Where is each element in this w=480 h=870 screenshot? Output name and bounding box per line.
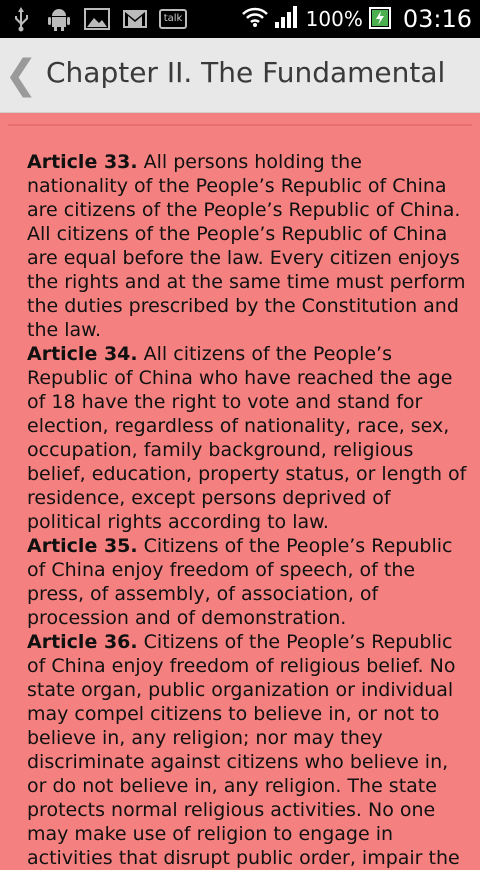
android-icon bbox=[46, 6, 72, 32]
talk-label: talk bbox=[159, 9, 188, 29]
action-bar bbox=[0, 38, 480, 113]
wifi-icon bbox=[242, 6, 268, 32]
article-text: Citizens of the People’s Republic of China enjoy freedom of religious belief. No state organ, public organization or individual may compel citizens to believe in, or not to believe in, any religion; nor may they discriminate against citizens who believe in, or do not believe in, any religion. The state protects normal religious activities. No one may make use of religion to engage in activities that disrupt public order, impair the bbox=[27, 631, 460, 869]
article-list[interactable] bbox=[27, 150, 467, 870]
article-heading: Article 36. bbox=[27, 631, 138, 653]
article-heading: Article 34. bbox=[27, 343, 138, 365]
battery-percent: 100% bbox=[305, 7, 363, 31]
article-text: All persons holding the nationality of the People’s Republic of China are citizens of the People’s Republic of China. All citizens of the People’s Republic of China are equal before the law. Every citizen enjoys the rights and at the same time must perform the duties prescribed by the Constitution and the law. bbox=[27, 151, 466, 341]
notification-icons bbox=[8, 6, 186, 32]
usb-icon bbox=[8, 6, 34, 32]
article-text: All citizens of the People’s Republic of China who have reached the age of 18 have the right to vote and stand for election, regardless of nationality, race, sex, occupation, family background, religious belief, education, property status, or length of residence, except persons deprived of political rights according to law. bbox=[27, 343, 467, 533]
clock: 03:16 bbox=[402, 5, 472, 33]
back-button[interactable] bbox=[6, 52, 36, 98]
article-36 bbox=[27, 630, 467, 870]
article-35 bbox=[27, 534, 467, 630]
article-text: Citizens of the People’s Republic of China enjoy freedom of speech, of the press, of assembly, of association, of procession and of demonstration. bbox=[27, 535, 453, 629]
status-bar bbox=[0, 0, 480, 38]
image-icon bbox=[84, 6, 110, 32]
talk-icon bbox=[160, 6, 186, 32]
article-33 bbox=[27, 150, 467, 342]
page-title: Chapter II. The Fundamental bbox=[46, 56, 446, 89]
gmail-icon bbox=[122, 6, 148, 32]
battery-icon bbox=[369, 5, 391, 33]
article-heading: Article 33. bbox=[27, 151, 138, 173]
divider bbox=[8, 124, 472, 126]
chevron-left-icon: ❮ bbox=[4, 52, 38, 98]
system-indicators bbox=[242, 0, 472, 38]
article-heading: Article 35. bbox=[27, 535, 138, 557]
article-34 bbox=[27, 342, 467, 534]
signal-icon bbox=[274, 5, 300, 33]
